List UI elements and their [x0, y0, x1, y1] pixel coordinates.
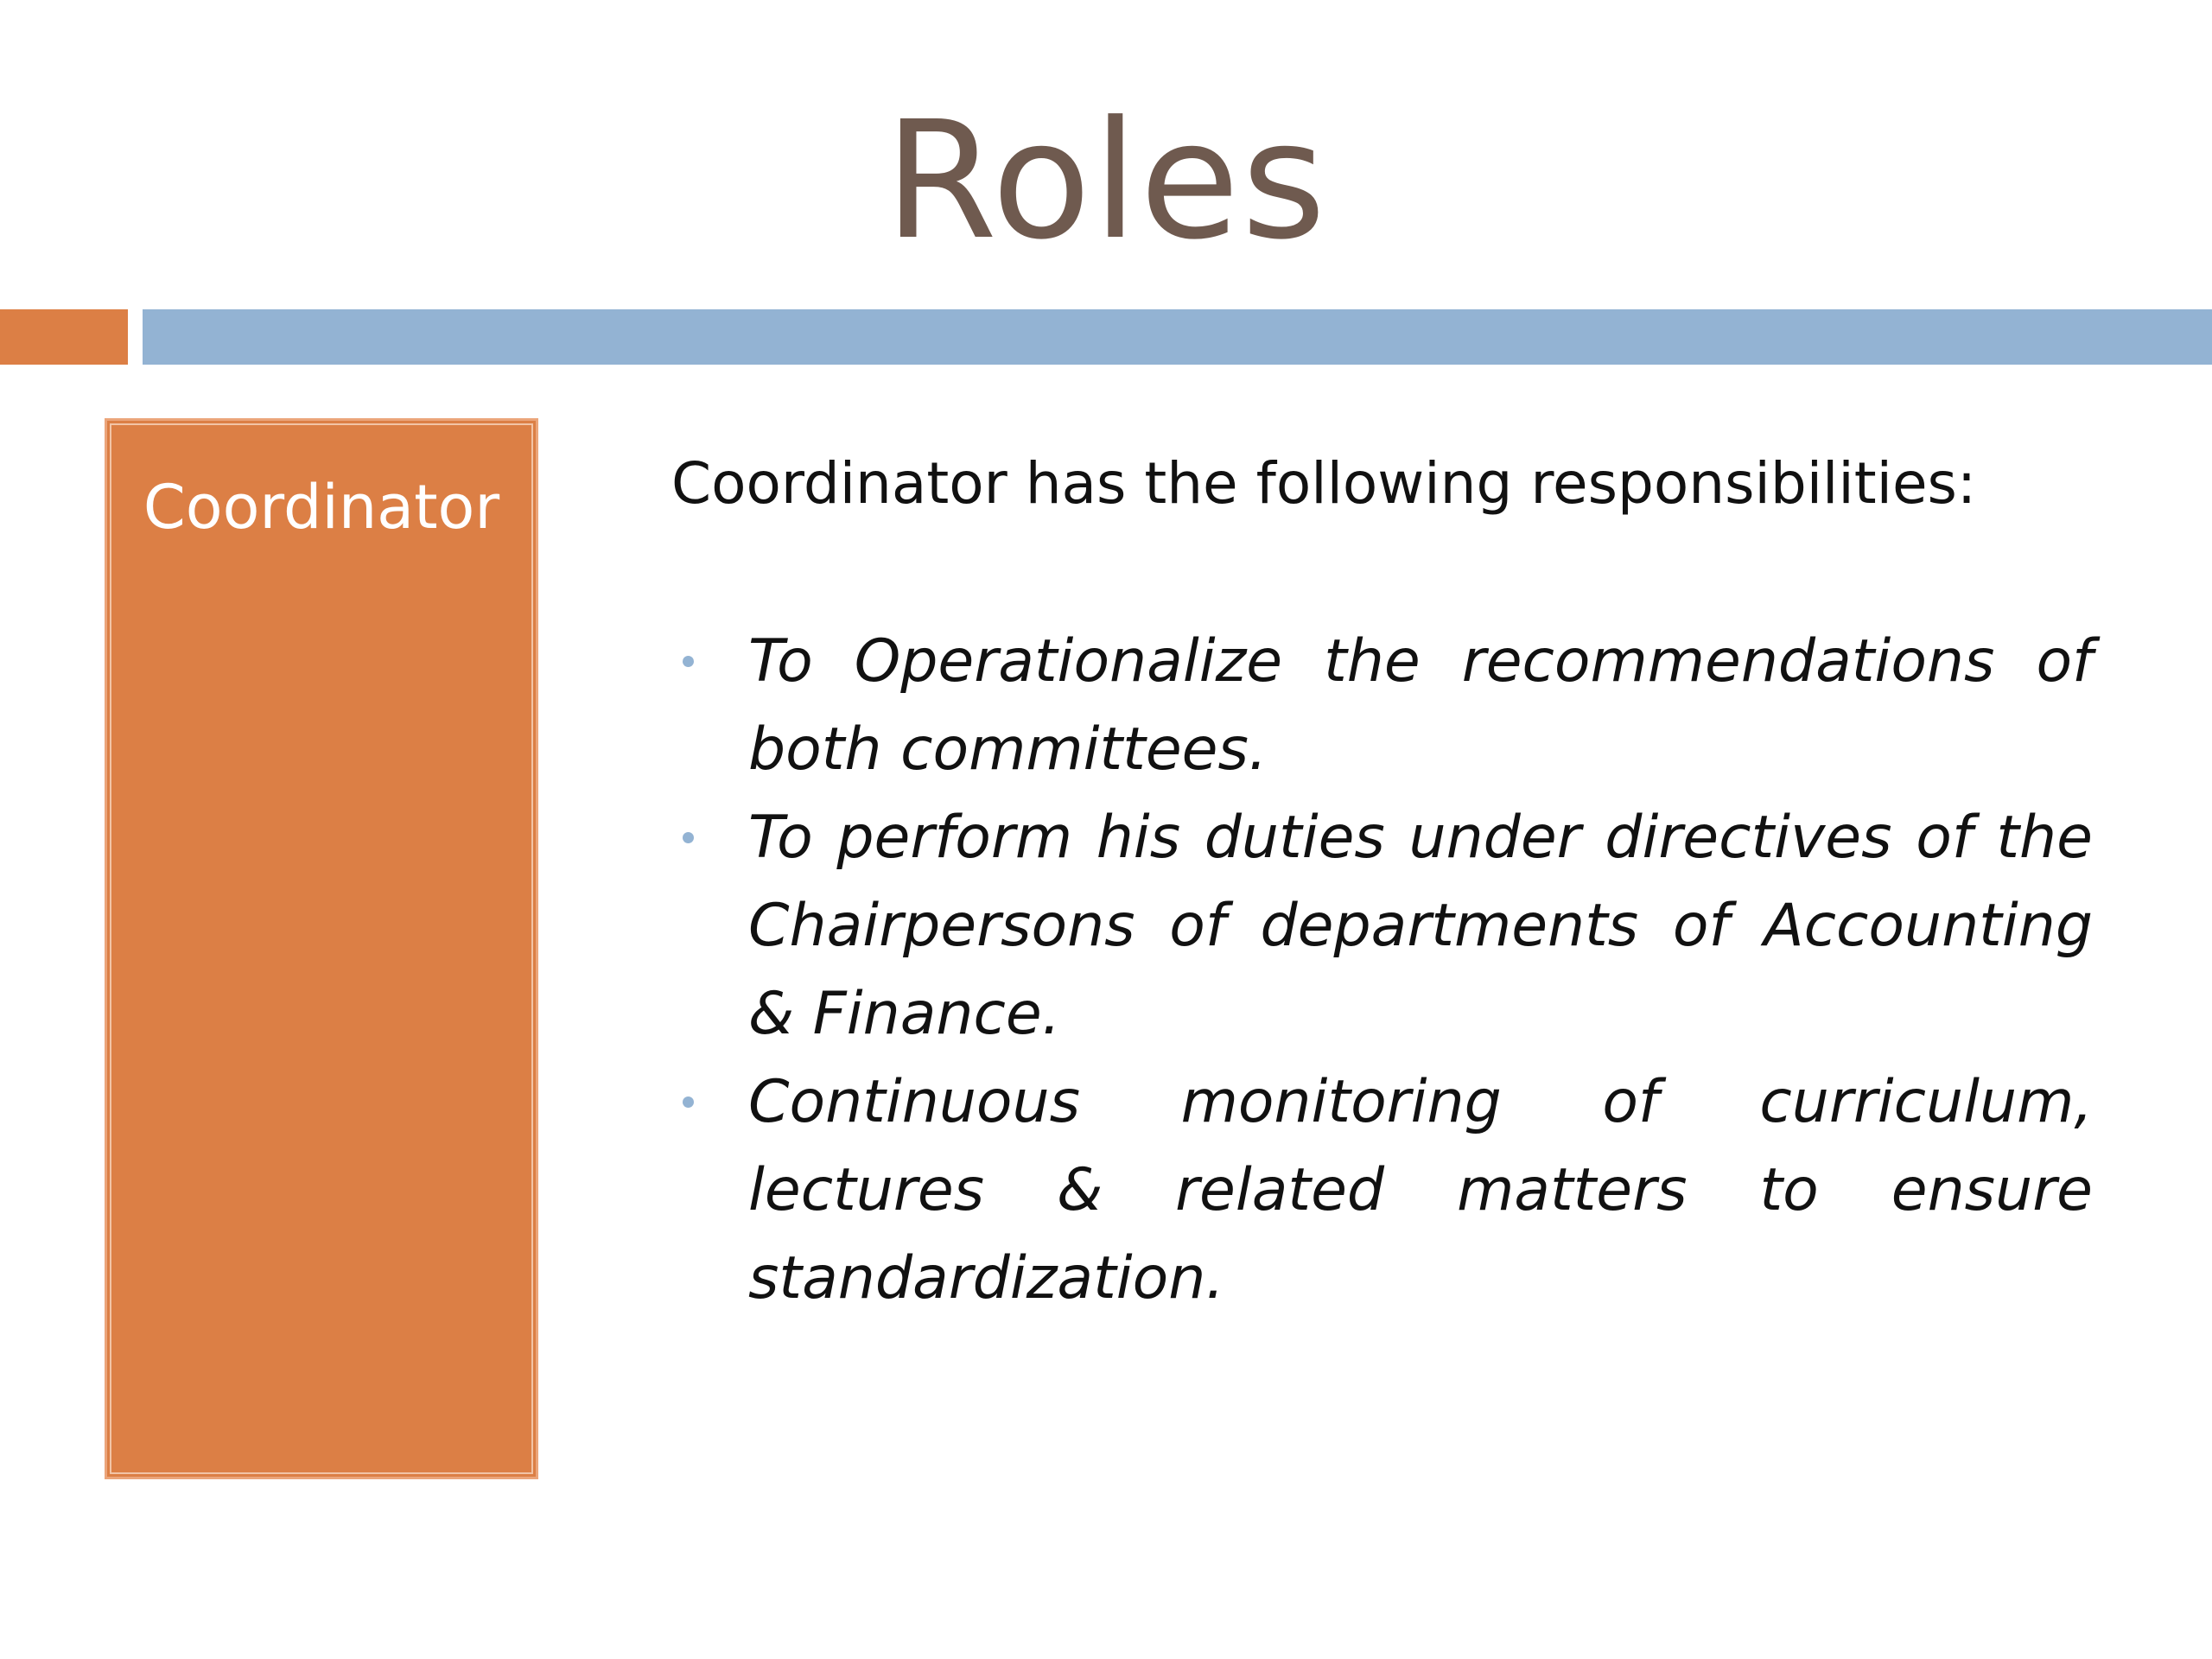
list-item — [676, 794, 2093, 1058]
coordinator-panel — [105, 418, 538, 1479]
list-item-text: Continuous monitoring of curriculum, lectures & related matters to ensure standardization. — [748, 1068, 2093, 1313]
list-item-text: To Operationalize the recommendations of both committees. — [748, 627, 2093, 784]
slide-title: Roles — [884, 86, 1328, 276]
coordinator-label: Coordinator — [143, 472, 500, 543]
list-item — [676, 1058, 2093, 1323]
responsibilities-list — [676, 618, 2093, 1323]
list-item — [676, 618, 2093, 794]
intro-text: Coordinator has the following responsibilities: — [671, 450, 1977, 517]
bullet-dot-icon — [683, 1096, 694, 1108]
list-item-text: To perform his duties under directives of the Chairpersons of departments of Accounting & Finance. — [748, 804, 2093, 1048]
bullet-dot-icon — [683, 656, 694, 667]
bullet-dot-icon — [683, 832, 694, 843]
accent-bar-orange — [0, 309, 128, 365]
accent-bar-blue — [143, 309, 2212, 365]
